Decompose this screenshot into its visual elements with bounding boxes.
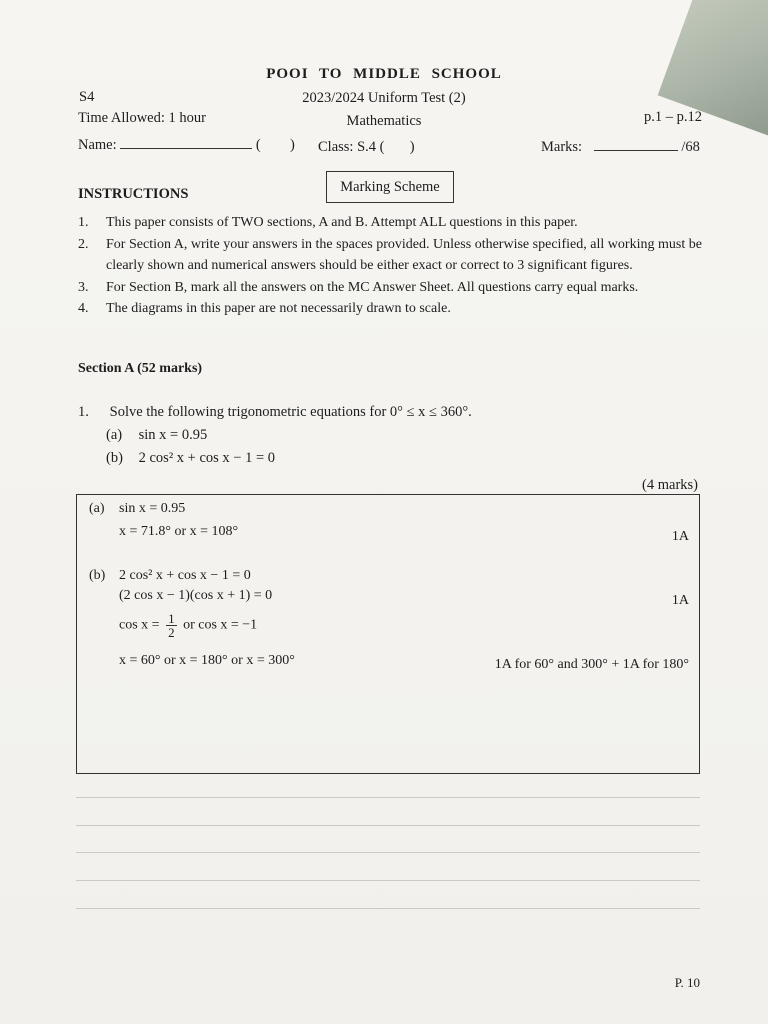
marks-total: /68: [681, 139, 700, 155]
question-stem: Solve the following trigonometric equations for 0° ≤ x ≤ 360°.: [109, 404, 472, 420]
school-name: POOI TO MIDDLE SCHOOL: [266, 66, 502, 82]
paren-close: ): [290, 137, 295, 153]
level-label: S4: [79, 89, 95, 105]
answer-b-mark2: 1A for 60° and 300° + 1A for 180°: [494, 657, 689, 672]
marks-field[interactable]: [594, 150, 678, 151]
marking-scheme-box: Marking Scheme: [326, 171, 454, 203]
answer-b-line4: x = 60° or x = 180° or x = 300°: [119, 653, 295, 668]
answer-box: [76, 494, 700, 774]
writing-line: [76, 908, 700, 909]
instruction-item: 2. For Section A, write your answers in the spaces provided. Unless otherwise specified, all working must be clearly shown and numerical answers should be either exact or correct to 3 significant figures.: [78, 236, 702, 273]
answer-b-line1: 2 cos² x + cos x − 1 = 0: [119, 568, 251, 583]
instructions-list: [78, 212, 702, 320]
class-label: Class: S.4 (: [318, 139, 385, 155]
answer-b-mark1: 1A: [671, 593, 689, 608]
name-label: Name:: [78, 137, 117, 153]
question-1a: (a) sin x = 0.95: [106, 427, 208, 443]
instruction-item: 4. The diagrams in this paper are not necessarily drawn to scale.: [78, 301, 451, 316]
name-field[interactable]: [120, 148, 252, 149]
writing-line: [76, 825, 700, 826]
class-close: ): [409, 139, 415, 155]
answer-a-line1: sin x = 0.95: [119, 501, 186, 516]
writing-line: [76, 880, 700, 881]
marks-label: Marks:: [541, 139, 583, 155]
name-row: [78, 137, 295, 154]
paren-open: (: [255, 137, 261, 153]
instruction-item: 3. For Section B, mark all the answers on the MC Answer Sheet. All questions carry equal marks.: [78, 279, 639, 295]
page-number: P. 10: [674, 975, 700, 990]
answer-b-line3: cos x = $\frac{1}{2}$ or cos x = −1: [119, 611, 258, 640]
question-1: [78, 404, 472, 421]
answer-a-line2: x = 71.8° or x = 108°: [119, 524, 239, 539]
question-1b: (b) 2 cos² x + cos x − 1 = 0: [106, 450, 276, 466]
section-a-title: Section A (52 marks): [78, 361, 203, 376]
test-title: 2023/2024 Uniform Test (2): [302, 90, 466, 106]
writing-line: [76, 797, 700, 798]
question-marks: (4 marks): [642, 477, 698, 493]
question-number: 1.: [78, 404, 89, 420]
time-allowed: Time Allowed: 1 hour: [78, 110, 206, 126]
answer-a-label: (a): [89, 501, 105, 516]
answer-a-mark: 1A: [671, 529, 689, 544]
marks-row: [541, 139, 700, 156]
class-row: [318, 139, 415, 156]
fraction: $\frac{1}{2}$: [168, 611, 175, 640]
instructions-title: INSTRUCTIONS: [78, 186, 189, 202]
page-range: p.1 – p.12: [644, 109, 702, 125]
writing-line: [76, 852, 700, 853]
instruction-item: 1. This paper consists of TWO sections, A and B. Attempt ALL questions in this paper.: [78, 215, 578, 230]
answer-b-label: (b): [89, 568, 106, 583]
answer-b-line2: (2 cos x − 1)(cos x + 1) = 0: [119, 588, 273, 603]
subject: Mathematics: [346, 113, 422, 129]
